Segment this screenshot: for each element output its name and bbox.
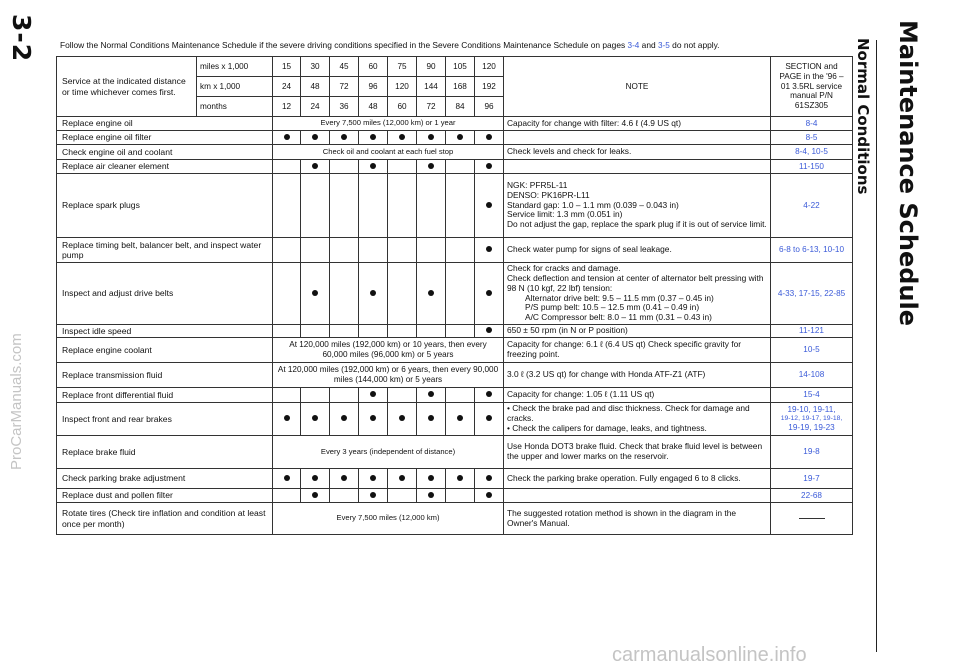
ref-line[interactable]: 4-33, 17-15, 22-85 — [777, 288, 846, 298]
empty-cell — [446, 388, 475, 403]
km-value: 48 — [301, 77, 330, 97]
miles-value: 15 — [273, 57, 301, 77]
service-dot — [301, 469, 330, 489]
empty-cell — [388, 160, 417, 174]
empty-cell — [273, 325, 301, 338]
table-row — [57, 338, 853, 363]
service-dot — [301, 489, 330, 503]
empty-cell — [388, 325, 417, 338]
months-value: 84 — [446, 97, 475, 117]
empty-cell — [388, 238, 417, 263]
service-dot — [301, 403, 330, 436]
table-row — [57, 325, 853, 338]
service-dot — [359, 388, 388, 403]
table-row — [57, 436, 853, 469]
km-value: 168 — [446, 77, 475, 97]
note-cell — [504, 160, 771, 174]
service-dot — [273, 131, 301, 145]
service-item: Replace spark plugs — [57, 174, 273, 238]
service-label: Service at the indicated distance or time whichever comes first. — [57, 57, 197, 117]
empty-cell — [446, 160, 475, 174]
table-row — [57, 403, 853, 436]
service-dot — [359, 263, 388, 325]
service-item: Replace engine oil filter — [57, 131, 273, 145]
interval-text: At 120,000 miles (192,000 km) or 10 years, then every 60,000 miles (96,000 km) or 5 years — [273, 338, 504, 363]
section-page-ref — [771, 503, 853, 535]
service-dot — [417, 388, 446, 403]
section-page-ref[interactable] — [771, 388, 853, 403]
ref-line[interactable]: 11-121 — [799, 326, 824, 336]
months-value: 24 — [301, 97, 330, 117]
service-item: Inspect idle speed — [57, 325, 273, 338]
note-cell: Check the parking brake operation. Fully engaged 6 to 8 clicks. — [504, 469, 771, 489]
page-number: 3-2 — [7, 14, 36, 63]
empty-cell — [273, 174, 301, 238]
note-cell: Check levels and check for leaks. — [504, 145, 771, 160]
table-row — [57, 263, 853, 325]
service-dot — [417, 160, 446, 174]
service-dot — [417, 263, 446, 325]
note-cell — [504, 489, 771, 503]
months-value: 12 — [273, 97, 301, 117]
service-dot — [417, 469, 446, 489]
months-value: 96 — [475, 97, 504, 117]
service-dot — [475, 263, 504, 325]
empty-cell — [273, 160, 301, 174]
service-dot — [301, 160, 330, 174]
service-dot — [330, 469, 359, 489]
service-item: Replace engine coolant — [57, 338, 273, 363]
ref-line[interactable]: 8-4 — [805, 118, 818, 128]
section-page-ref[interactable] — [771, 263, 853, 325]
note-header: NOTE — [504, 57, 771, 117]
empty-cell — [388, 174, 417, 238]
intro-ref-2[interactable]: 3-5 — [658, 41, 670, 50]
km-value: 120 — [388, 77, 417, 97]
service-dot — [359, 403, 388, 436]
service-dot — [359, 160, 388, 174]
miles-label: miles x 1,000 — [197, 57, 273, 77]
km-value: 192 — [475, 77, 504, 97]
note-line: DENSO: PK16PR-L11 — [507, 189, 590, 200]
service-dot — [359, 469, 388, 489]
service-dot — [388, 131, 417, 145]
ref-line[interactable]: 6-8 to 6-13, 10-10 — [778, 245, 845, 255]
service-dot — [475, 174, 504, 238]
side-title: Maintenance Schedule — [894, 20, 922, 327]
section-page-ref[interactable] — [771, 338, 853, 363]
service-dot — [475, 238, 504, 263]
service-item: Replace brake fluid — [57, 436, 273, 469]
interval-text: Every 7,500 miles (12,000 km) — [273, 503, 504, 535]
note-line-indented: Alternator drive belt: 9.5 – 11.5 mm (0.37 – 0.45 in) — [525, 292, 714, 303]
table-row — [57, 117, 853, 131]
ref-line[interactable]: 10-5 — [803, 345, 820, 355]
empty-cell — [330, 263, 359, 325]
km-value: 24 — [273, 77, 301, 97]
service-dot — [475, 160, 504, 174]
note-cell: 650 ± 50 rpm (in N or P position) — [504, 325, 771, 338]
interval-text: At 120,000 miles (192,000 km) or 6 years, then every 90,000 miles (144,000 km) or 5 years — [273, 363, 504, 388]
intro-ref-1[interactable]: 3-4 — [627, 41, 640, 50]
service-dot — [388, 403, 417, 436]
section-page-ref[interactable] — [771, 117, 853, 131]
note-cell: Capacity for change with filter: 4.6 ℓ (4.9 US qt) — [504, 117, 771, 131]
table-row — [57, 469, 853, 489]
empty-cell — [359, 325, 388, 338]
empty-cell — [330, 174, 359, 238]
miles-value: 30 — [301, 57, 330, 77]
section-page-ref[interactable] — [771, 403, 853, 436]
service-dot — [475, 325, 504, 338]
empty-cell — [446, 238, 475, 263]
section-page-ref[interactable] — [771, 489, 853, 503]
empty-cell — [273, 489, 301, 503]
table-row — [57, 503, 853, 535]
empty-cell — [273, 263, 301, 325]
miles-value: 120 — [475, 57, 504, 77]
ref-line[interactable]: 11-150 — [799, 161, 824, 171]
service-dot — [359, 131, 388, 145]
ref-line[interactable]: 19-8 — [803, 447, 820, 457]
service-dot — [388, 469, 417, 489]
empty-cell — [273, 388, 301, 403]
empty-cell — [330, 325, 359, 338]
empty-cell — [446, 263, 475, 325]
service-dot — [475, 469, 504, 489]
note-cell — [504, 403, 771, 436]
empty-cell — [446, 325, 475, 338]
service-dot — [330, 131, 359, 145]
months-value: 48 — [359, 97, 388, 117]
service-item: Replace transmission fluid — [57, 363, 273, 388]
note-cell: Capacity for change: 6.1 ℓ (6.4 US qt) Check specific gravity for freezing point. — [504, 338, 771, 363]
miles-value: 105 — [446, 57, 475, 77]
section-page-ref[interactable] — [771, 160, 853, 174]
ref-line[interactable]: 4-22 — [803, 200, 820, 210]
note-line: • Check the brake pad and disc thickness. Check for damage and cracks. — [507, 403, 750, 424]
service-dot — [330, 403, 359, 436]
note-cell: 3.0 ℓ (3.2 US qt) for change with Honda ATF-Z1 (ATF) — [504, 363, 771, 388]
note-line: Standard gap: 1.0 – 1.1 mm (0.039 – 0.043 in) — [507, 199, 679, 210]
watermark-left: ProCarManuals.com — [8, 333, 25, 470]
empty-cell — [301, 325, 330, 338]
empty-cell — [330, 489, 359, 503]
service-dot — [417, 489, 446, 503]
table-row — [57, 238, 853, 263]
empty-cell — [388, 263, 417, 325]
section-page-ref[interactable] — [771, 174, 853, 238]
note-cell: Capacity for change: 1.05 ℓ (1.11 US qt) — [504, 388, 771, 403]
months-label: months — [197, 97, 273, 117]
note-cell: The suggested rotation method is shown in the diagram in the Owner's Manual. — [504, 503, 771, 535]
intro-text — [60, 40, 720, 50]
ref-line[interactable]: 22-68 — [801, 490, 822, 500]
service-dot — [301, 263, 330, 325]
empty-cell — [273, 238, 301, 263]
section-page-ref[interactable] — [771, 469, 853, 489]
ref-line[interactable]: 19-12, 19-17, 19-18, — [780, 414, 843, 422]
interval-text: Every 7,500 miles (12,000 km) or 1 year — [273, 117, 504, 131]
section-page-ref[interactable] — [771, 238, 853, 263]
service-item: Check engine oil and coolant — [57, 145, 273, 160]
empty-cell — [301, 238, 330, 263]
empty-cell — [359, 238, 388, 263]
intro-and: and — [639, 40, 658, 50]
ref-line[interactable]: 15-4 — [803, 390, 820, 400]
maintenance-table — [56, 56, 853, 535]
ref-line[interactable]: 14-108 — [798, 370, 825, 380]
table-row — [57, 131, 853, 145]
table-row — [57, 174, 853, 238]
note-line-indented: P/S pump belt: 10.5 – 12.5 mm (0.41 – 0.49 in) — [525, 302, 700, 313]
service-dot — [446, 403, 475, 436]
interval-text: Check oil and coolant at each fuel stop — [273, 145, 504, 160]
service-dot — [417, 403, 446, 436]
note-cell — [504, 131, 771, 145]
service-item: Inspect front and rear brakes — [57, 403, 273, 436]
no-ref-dash — [799, 518, 825, 519]
note-cell — [504, 174, 771, 238]
ref-line[interactable]: 8-4, 10-5 — [795, 147, 828, 157]
empty-cell — [330, 160, 359, 174]
service-dot — [273, 469, 301, 489]
empty-cell — [301, 174, 330, 238]
service-dot — [475, 489, 504, 503]
note-line: NGK: PFR5L-11 — [507, 179, 568, 190]
table-row — [57, 388, 853, 403]
section-page-ref[interactable] — [771, 363, 853, 388]
km-label: km x 1,000 — [197, 77, 273, 97]
months-value: 72 — [417, 97, 446, 117]
service-item: Check parking brake adjustment — [57, 469, 273, 489]
table-row — [57, 145, 853, 160]
service-item: Inspect and adjust drive belts — [57, 263, 273, 325]
intro-tail: do not apply. — [669, 40, 720, 50]
note-cell — [504, 263, 771, 325]
service-dot — [475, 131, 504, 145]
miles-value: 45 — [330, 57, 359, 77]
service-dot — [359, 489, 388, 503]
miles-value: 60 — [359, 57, 388, 77]
service-item: Replace engine oil — [57, 117, 273, 131]
km-value: 144 — [417, 77, 446, 97]
empty-cell — [417, 325, 446, 338]
table-row — [57, 160, 853, 174]
section-header: SECTION and PAGE in the '96 – 01 3.5RL service manual P/N 61SZ305 — [771, 57, 853, 117]
section-page-ref[interactable] — [771, 131, 853, 145]
section-page-ref[interactable] — [771, 436, 853, 469]
section-page-ref[interactable] — [771, 325, 853, 338]
km-value: 96 — [359, 77, 388, 97]
empty-cell — [446, 489, 475, 503]
service-dot — [446, 131, 475, 145]
note-line: Service limit: 1.3 mm (0.051 in) — [507, 209, 623, 220]
note-cell: Use Honda DOT3 brake fluid. Check that brake fluid level is between the upper and lower marks on the reservoir. — [504, 436, 771, 469]
interval-text: Every 3 years (independent of distance) — [273, 436, 504, 469]
note-line-indented: A/C Compressor belt: 8.0 – 11 mm (0.31 – 0.43 in) — [525, 312, 712, 323]
empty-cell — [330, 238, 359, 263]
empty-cell — [359, 174, 388, 238]
watermark-bottom: carmanualsonline.info — [612, 644, 807, 666]
empty-cell — [417, 238, 446, 263]
empty-cell — [388, 489, 417, 503]
km-value: 72 — [330, 77, 359, 97]
ref-line[interactable]: 8-5 — [805, 132, 818, 142]
intro-main: Follow the Normal Conditions Maintenance Schedule if the severe driving conditions specified in the Severe Conditions Maintenance Schedule on pages — [60, 40, 628, 50]
miles-value: 75 — [388, 57, 417, 77]
months-value: 36 — [330, 97, 359, 117]
empty-cell — [301, 388, 330, 403]
service-dot — [446, 469, 475, 489]
note-cell: Check water pump for signs of seal leakage. — [504, 238, 771, 263]
empty-cell — [417, 174, 446, 238]
service-dot — [273, 403, 301, 436]
service-item: Replace timing belt, balancer belt, and inspect water pump — [57, 238, 273, 263]
service-dot — [475, 388, 504, 403]
empty-cell — [388, 388, 417, 403]
empty-cell — [446, 174, 475, 238]
service-item: Replace front differential fluid — [57, 388, 273, 403]
side-subtitle: Normal Conditions — [854, 38, 872, 195]
table-row — [57, 489, 853, 503]
service-item: Rotate tires (Check tire inflation and condition at least once per month) — [57, 503, 273, 535]
service-item: Replace air cleaner element — [57, 160, 273, 174]
section-page-ref[interactable] — [771, 145, 853, 160]
side-divider — [876, 40, 877, 652]
note-line: Check deflection and tension at center of alternator belt pressing with 98 N (10 kgf, 22 lbf) tension: — [507, 272, 764, 293]
service-dot — [301, 131, 330, 145]
empty-cell — [330, 388, 359, 403]
ref-line[interactable]: 19-7 — [803, 473, 820, 483]
note-line: • Check the calipers for damage, leaks, and tightness. — [507, 422, 707, 433]
ref-line[interactable]: 19-10, 19-11, — [787, 405, 836, 415]
service-item: Replace dust and pollen filter — [57, 489, 273, 503]
table-row — [57, 363, 853, 388]
months-value: 60 — [388, 97, 417, 117]
note-line: Check for cracks and damage. — [507, 262, 621, 273]
service-dot — [475, 403, 504, 436]
miles-value: 90 — [417, 57, 446, 77]
service-dot — [417, 131, 446, 145]
note-line: Do not adjust the gap, replace the spark plug if it is out of service limit. — [507, 219, 767, 230]
ref-line[interactable]: 19-19, 19-23 — [788, 423, 835, 432]
